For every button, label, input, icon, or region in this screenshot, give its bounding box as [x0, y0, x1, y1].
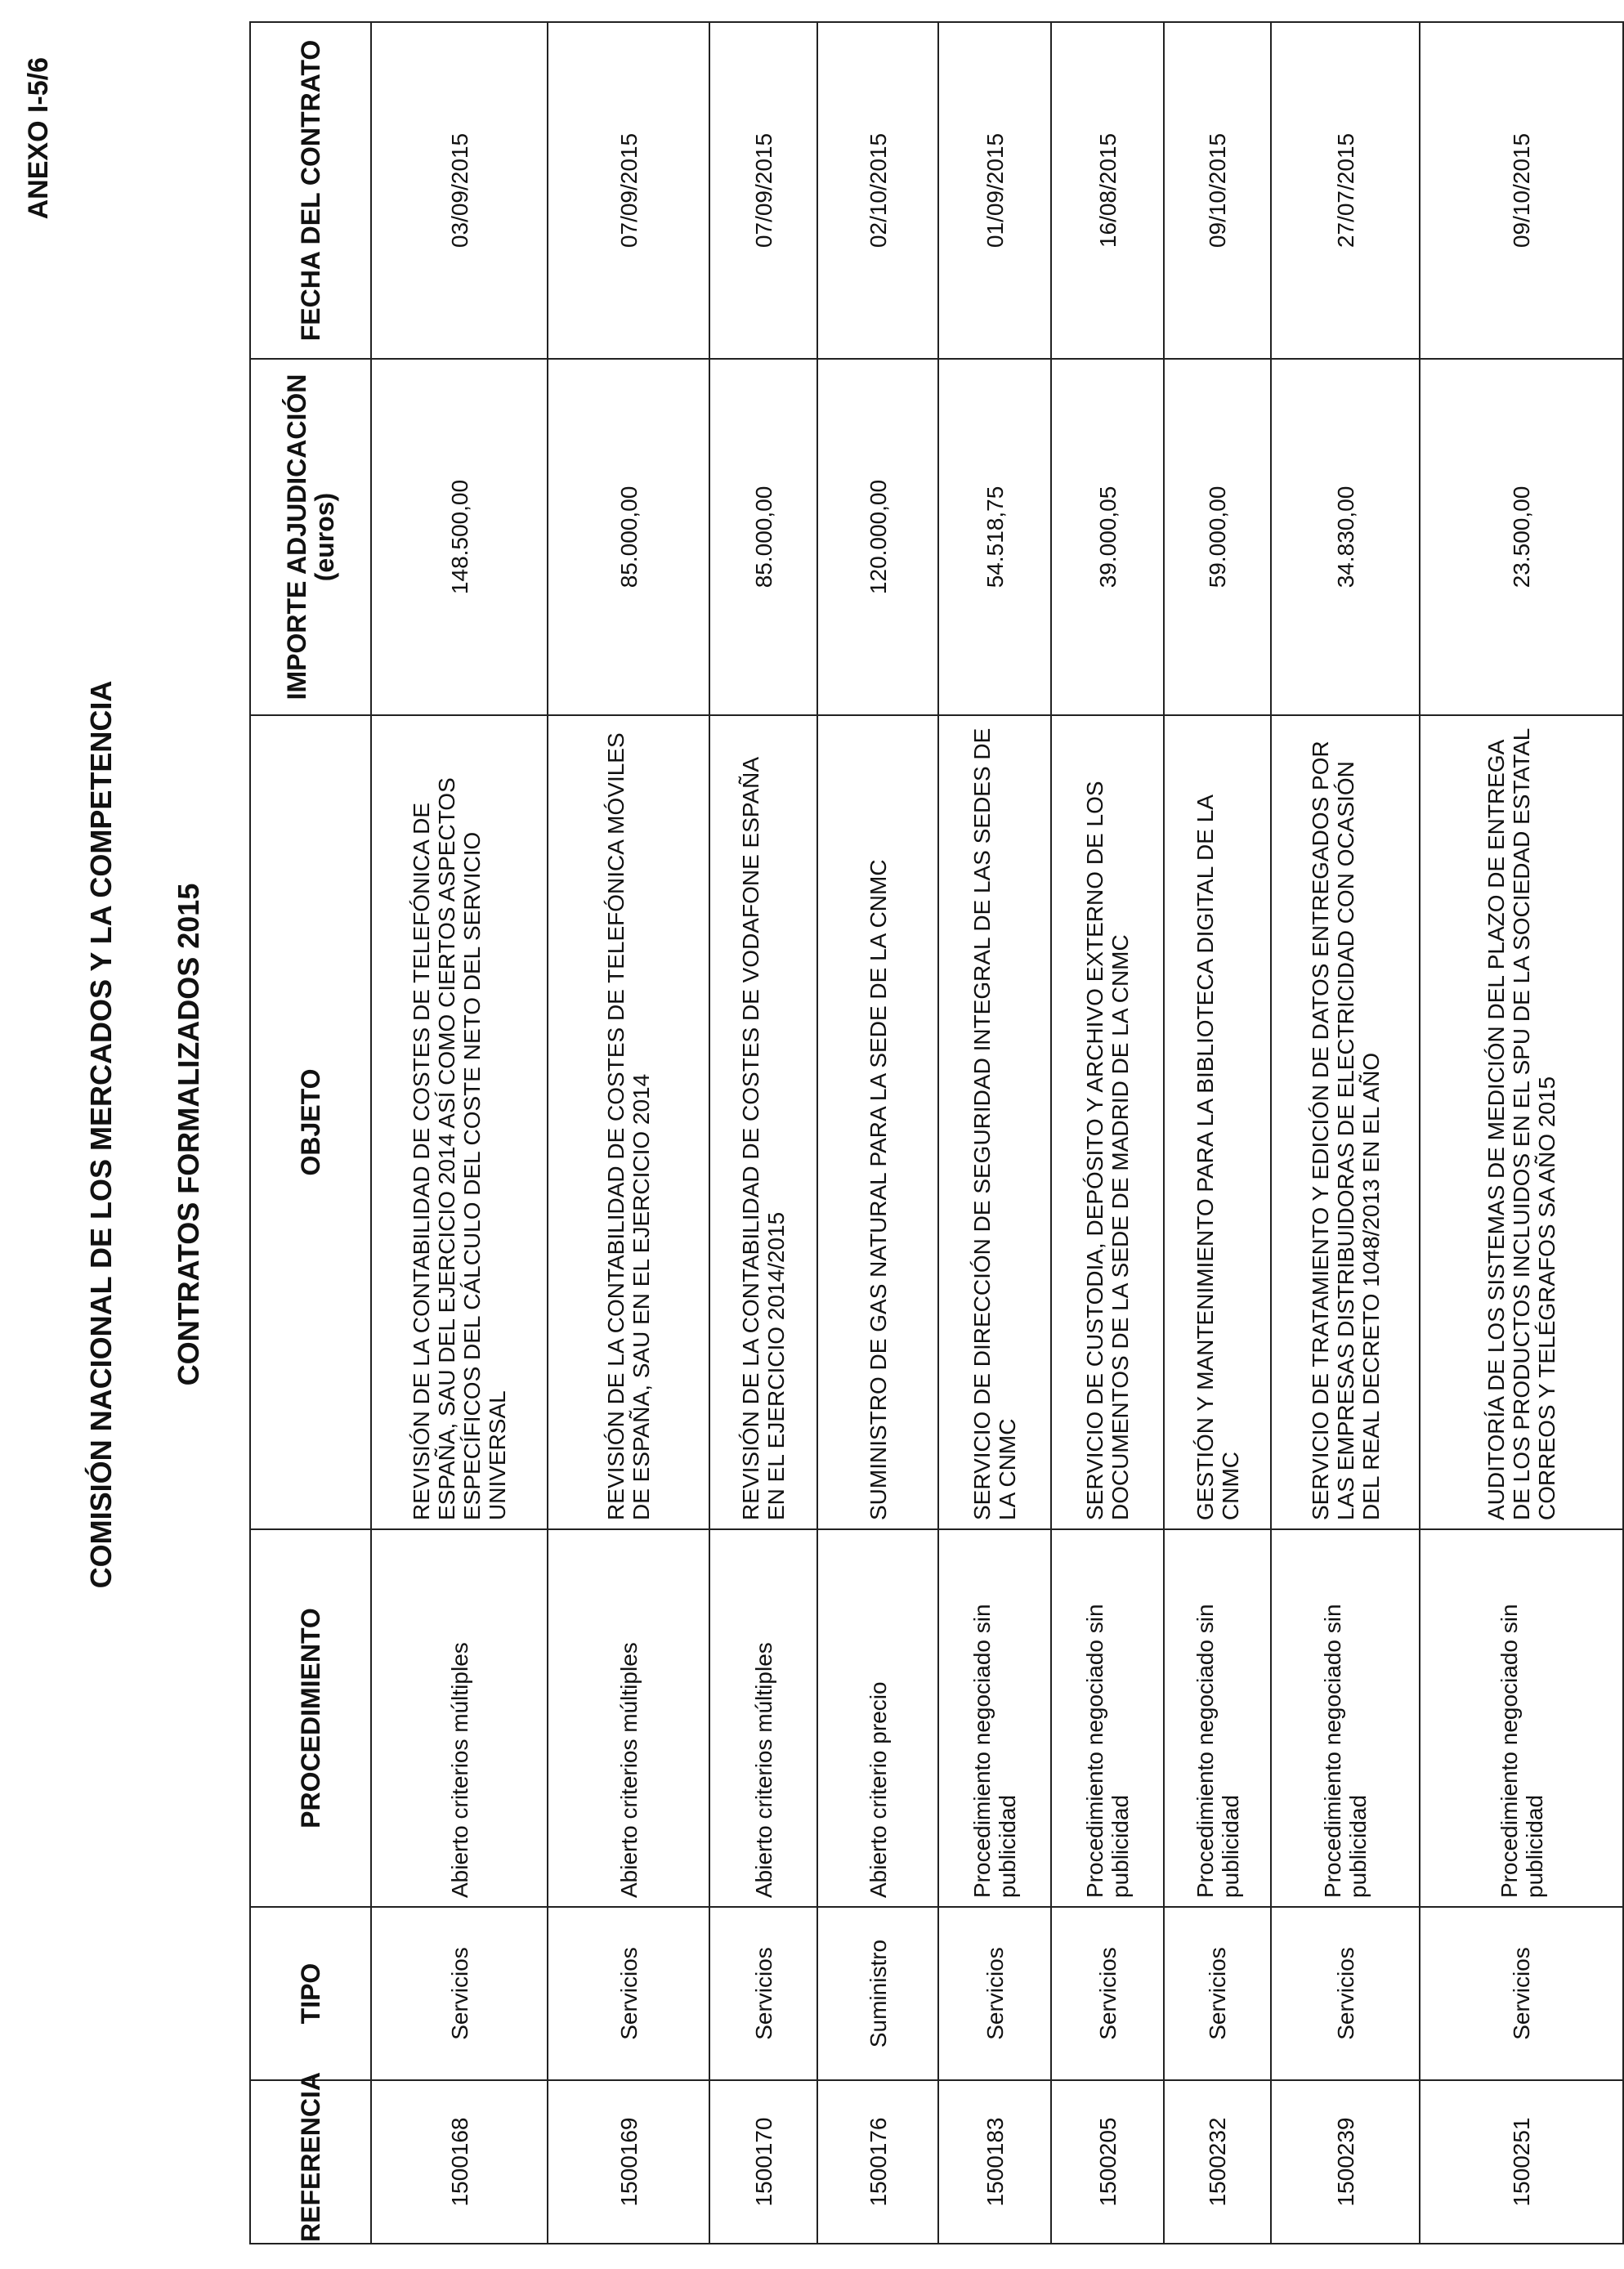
document-title: COMISIÓN NACIONAL DE LOS MERCADOS Y LA COMPETENCIA	[84, 680, 118, 1589]
header-fecha: FECHA DEL CONTRATO	[250, 22, 371, 359]
cell-procedimiento: Abierto criterios múltiples	[709, 1529, 817, 1907]
table-row	[1271, 22, 1420, 2244]
cell-fecha: 09/10/2015	[1164, 22, 1271, 359]
cell-tipo: Servicios	[371, 1907, 548, 2080]
cell-objeto: SERVICIO DE TRATAMIENTO Y EDICIÓN DE DATOS ENTREGADOS POR LAS EMPRESAS DISTRIBUIDORAS DE ELECTRICIDAD CON OCASIÓN DEL REAL DECRETO 1048/2013 EN EL AÑO	[1271, 715, 1420, 1529]
cell-procedimiento: Abierto criterios múltiples	[548, 1529, 709, 1907]
cell-tipo: Suministro	[817, 1907, 938, 2080]
cell-importe: 39.000,05	[1051, 359, 1164, 715]
cell-importe: 120.000,00	[817, 359, 938, 715]
cell-tipo: Servicios	[1420, 1907, 1623, 2080]
contracts-table	[249, 21, 1624, 2244]
annex-label: ANEXO I-5/6	[23, 57, 54, 220]
table-row	[1051, 22, 1164, 2244]
header-objeto: OBJETO	[250, 715, 371, 1529]
cell-procedimiento: Procedimiento negociado sin publicidad	[1420, 1529, 1623, 1907]
cell-tipo: Servicios	[709, 1907, 817, 2080]
cell-fecha: 01/09/2015	[938, 22, 1051, 359]
cell-importe: 34.830,00	[1271, 359, 1420, 715]
cell-objeto: REVISIÓN DE LA CONTABILIDAD DE COSTES DE VODAFONE ESPAÑA EN EL EJERCICIO 2014/2015	[709, 715, 817, 1529]
cell-referencia: 1500176	[817, 2080, 938, 2244]
cell-tipo: Servicios	[548, 1907, 709, 2080]
cell-importe: 85.000,00	[548, 359, 709, 715]
cell-tipo: Servicios	[1271, 1907, 1420, 2080]
table-row	[371, 22, 548, 2244]
cell-objeto: GESTIÓN Y MANTENIMIENTO PARA LA BIBLIOTECA DIGITAL DE LA CNMC	[1164, 715, 1271, 1529]
cell-tipo: Servicios	[1164, 1907, 1271, 2080]
cell-importe: 54.518,75	[938, 359, 1051, 715]
table-row	[548, 22, 709, 2244]
cell-importe: 23.500,00	[1420, 359, 1623, 715]
cell-fecha: 27/07/2015	[1271, 22, 1420, 359]
header-procedimiento: PROCEDIMIENTO	[250, 1529, 371, 1907]
cell-objeto: SERVICIO DE CUSTODIA, DEPÓSITO Y ARCHIVO EXTERNO DE LOS DOCUMENTOS DE LA SEDE DE MADRID DE LA CNMC	[1051, 715, 1164, 1529]
cell-procedimiento: Abierto criterios múltiples	[371, 1529, 548, 1907]
cell-procedimiento: Procedimiento negociado sin publicidad	[1164, 1529, 1271, 1907]
table-row	[1164, 22, 1271, 2244]
cell-referencia: 1500168	[371, 2080, 548, 2244]
cell-objeto: REVISIÓN DE LA CONTABILIDAD DE COSTES DE TELEFÓNICA MÓVILES DE ESPAÑA, SAU EN EL EJERCICIO 2014	[548, 715, 709, 1529]
cell-procedimiento: Procedimiento negociado sin publicidad	[938, 1529, 1051, 1907]
table-row	[1420, 22, 1623, 2244]
cell-procedimiento: Abierto criterio precio	[817, 1529, 938, 1907]
cell-importe: 59.000,00	[1164, 359, 1271, 715]
cell-fecha: 09/10/2015	[1420, 22, 1623, 359]
table-row	[817, 22, 938, 2244]
cell-referencia: 1500169	[548, 2080, 709, 2244]
header-importe: IMPORTE ADJUDICACIÓN (euros)	[250, 359, 371, 715]
cell-objeto: AUDITORÍA DE LOS SISTEMAS DE MEDICIÓN DEL PLAZO DE ENTREGA DE LOS PRODUCTOS INCLUIDOS EN EL SPU DE LA SOCIEDAD ESTATAL CORREOS Y TELÉGRAFOS SA AÑO 2015	[1420, 715, 1623, 1529]
cell-fecha: 02/10/2015	[817, 22, 938, 359]
cell-fecha: 07/09/2015	[709, 22, 817, 359]
cell-referencia: 1500170	[709, 2080, 817, 2244]
cell-procedimiento: Procedimiento negociado sin publicidad	[1051, 1529, 1164, 1907]
document-subtitle: CONTRATOS FORMALIZADOS 2015	[172, 883, 205, 1386]
cell-referencia: 1500251	[1420, 2080, 1623, 2244]
cell-tipo: Servicios	[938, 1907, 1051, 2080]
cell-referencia: 1500239	[1271, 2080, 1420, 2244]
cell-fecha: 07/09/2015	[548, 22, 709, 359]
header-referencia: REFERENCIA	[250, 2080, 371, 2244]
cell-objeto: SERVICIO DE DIRECCIÓN DE SEGURIDAD INTEGRAL DE LAS SEDES DE LA CNMC	[938, 715, 1051, 1529]
cell-importe: 85.000,00	[709, 359, 817, 715]
cell-importe: 148.500,00	[371, 359, 548, 715]
table-header-row	[250, 22, 371, 2244]
table-row	[938, 22, 1051, 2244]
cell-fecha: 03/09/2015	[371, 22, 548, 359]
cell-tipo: Servicios	[1051, 1907, 1164, 2080]
cell-objeto: REVISIÓN DE LA CONTABILIDAD DE COSTES DE TELEFÓNICA DE ESPAÑA, SAU DEL EJERCICIO 2014 ASÍ COMO CIERTOS ASPECTOS ESPECÍFICOS DEL CÁLCULO DEL COSTE NETO DEL SERVICIO UNIVERSAL	[371, 715, 548, 1529]
table-row	[709, 22, 817, 2244]
cell-fecha: 16/08/2015	[1051, 22, 1164, 359]
cell-referencia: 1500205	[1051, 2080, 1164, 2244]
header-tipo: TIPO	[250, 1907, 371, 2080]
cell-objeto: SUMINISTRO DE GAS NATURAL PARA LA SEDE DE LA CNMC	[817, 715, 938, 1529]
cell-referencia: 1500232	[1164, 2080, 1271, 2244]
cell-referencia: 1500183	[938, 2080, 1051, 2244]
cell-procedimiento: Procedimiento negociado sin publicidad	[1271, 1529, 1420, 1907]
